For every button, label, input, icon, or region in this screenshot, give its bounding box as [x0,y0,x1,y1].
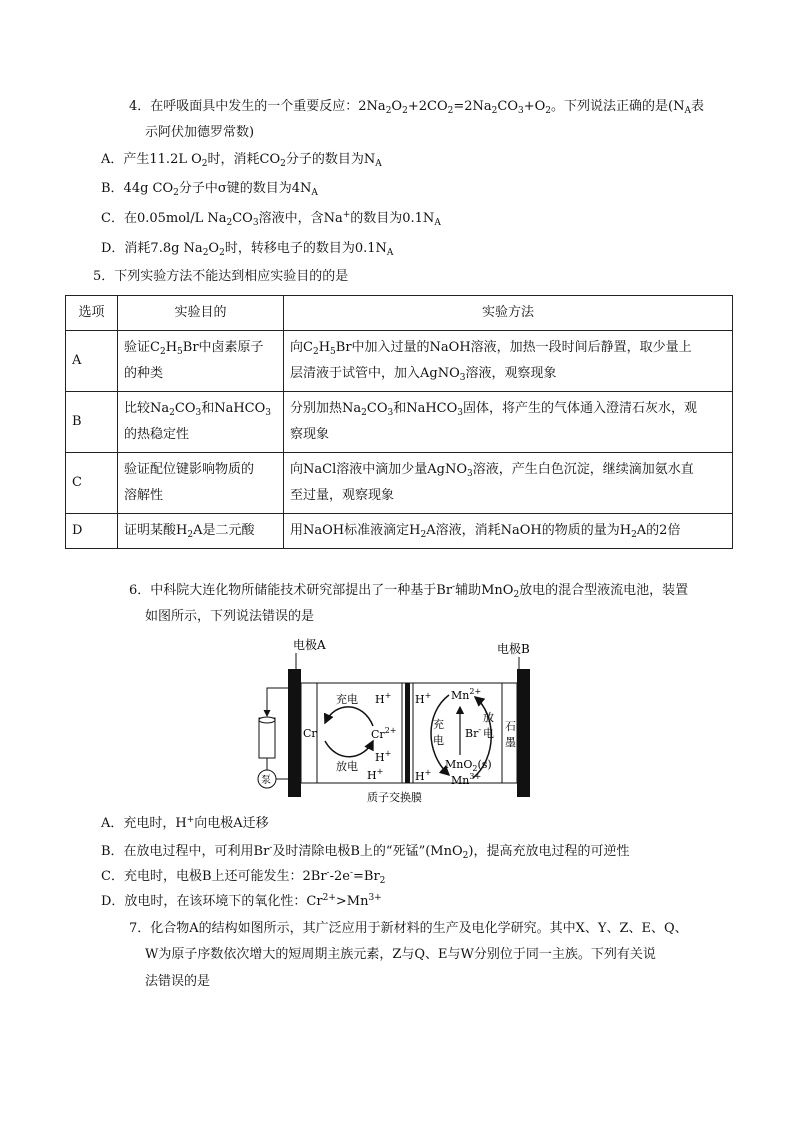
q4-stem-line2: 示阿伏加德罗常数) [145,125,255,140]
charge-label-right: 电 [433,734,444,747]
q6-option-b[interactable]: B．在放电过程中，可利用Br-及时清除电极B上的“死锰”(MnO$_2$)，提高充放电过程的可逆性 [101,843,630,861]
graphite-label: 墨 [505,736,516,749]
cr-label: Cr [303,727,317,740]
q4-stem-line1: 4．在呼吸面具中发生的一个重要反应：$2Na_2O_2+2CO_2=2Na_2CO_3+O_2$。下列说法正确的是($N_A$表 [129,99,704,116]
opt-sub: A [434,218,441,228]
opt-text: 时，转移电子的数目为0.1N [224,241,387,256]
eq-part: CO [497,99,518,114]
electrode-a [288,669,301,797]
electrode-b-label: 电极B [497,642,530,656]
table-row [66,514,733,549]
mno2-label: MnO$_2$(s) [445,758,492,773]
cr2-label: $Cr^{2+}$ [371,726,397,741]
opt-text: C．在0.05mol/L Na [101,211,227,226]
mn2-label: $Mn^{2+}$ [451,687,482,702]
table-row [66,392,733,453]
opt-sup: + [342,210,351,220]
proton-exchange-membrane [405,683,410,783]
row-option: C [66,453,118,514]
eq-part: 2Na [358,99,386,114]
row-method: 向$C_2H_5Br$中加入过量的NaOH溶液，加热一段时间后静置，取少量上 层清液于试管中，加入AgNO$_3$溶液，观察现象 [284,331,733,392]
electrode-b [517,669,530,797]
h-plus-label: H+ [375,749,392,764]
charge-label-right: 充 [433,718,444,731]
eq-part: +2CO [407,99,448,114]
h-plus-label: H+ [367,767,384,782]
opt-sub: A [375,159,382,169]
graphite-label: 石 [505,720,516,733]
opt-sub: A [386,248,394,258]
opt-text: 时，消耗CO [207,152,281,167]
table-row [66,453,733,514]
eq-part: =2Na [453,99,492,114]
pump-label: 泵 [261,775,271,786]
br-label: Br- [465,725,482,740]
row-option: A [66,331,118,392]
q7-line3: 法错误的是 [145,974,211,989]
q5-stem: 5．下列实验方法不能达到相应实验目的的是 [93,269,349,284]
row-method: 向NaCl溶液中滴加少量AgNO$_3$溶液，产生白色沉淀，继续滴加氨水直 至过量，观察现象 [284,453,733,514]
q4-option-a[interactable]: A．产生11.2L $O_2$时，消耗$CO_2$分子的数目为$N_A$ [101,152,382,169]
h-plus-label: H+ [415,691,432,706]
header-method: 实验方法 [284,296,733,331]
row-method: 分别加热$Na_2CO_3$和NaHCO$_3$固体，将产生的气体通入澄清石灰水，观 察现象 [284,392,733,453]
discharge-label-left: 放电 [336,760,358,773]
na-symbol: N [673,99,685,114]
q4-option-d[interactable]: D．消耗7.8g $Na_2O_2$时，转移电子的数目为$0.1N_A$ [101,241,394,258]
charge-arrow-left [325,707,373,726]
q4-stem-tail: 。下列说法正确的是( [551,99,674,114]
row-option: B [66,392,118,453]
opt-sub: A [311,188,318,198]
opt-text: B．44g CO [101,181,174,196]
row-goal: 验证$C_2H_5Br$中卤素原子 的种类 [118,331,284,392]
row-method: 用NaOH标准液滴定$H_2A$溶液，消耗NaOH的物质的量为$H_2A$的2倍 [284,514,733,549]
q6-option-d[interactable]: D．放电时，在该环境下的氧化性：$Cr^{2+}>Mn^{3+}$ [101,893,382,909]
q4-stem-text: 4．在呼吸面具中发生的一个重要反应： [129,99,359,114]
opt-text: 的数目为0.1N [350,211,435,226]
opt-text: 分子的数目为N [285,152,376,167]
row-option: D [66,514,118,549]
q4-option-c[interactable]: C．在0.05mol/L $Na_2CO_3$溶液中，含Na+的数目为$0.1N_A$ [101,210,441,228]
experiment-table [65,295,733,549]
reservoir [259,718,275,758]
membrane-label: 质子交换膜 [367,791,422,804]
flow-battery-diagram [255,633,545,808]
q4-option-b[interactable]: B．44g $CO_2$分子中σ键的数目为$4N_A$ [101,181,318,198]
q6-option-c[interactable]: C．充电时，电极B上还可能发生：$2Br^--2e^-=Br_2$ [101,868,386,886]
table-header-row [66,296,733,331]
row-goal: 证明某酸$H_2A$是二元酸 [118,514,284,549]
opt-text: A．产生11.2L O [101,152,202,167]
header-goal: 实验目的 [118,296,284,331]
q6-option-a[interactable]: A．充电时，H+向电极A迁移 [101,815,269,831]
q4-stem-end: 表 [690,99,704,114]
discharge-label-right: 电 [483,727,494,740]
h-plus-label: H+ [415,768,432,783]
q7-line2: W为原子序数依次增大的短周期主族元素，Z与Q、E与W分别位于同一主族。下列有关说 [145,947,656,962]
mn3-label: $Mn^{3+}$ [451,772,482,787]
row-goal: 验证配位键影响物质的 溶解性 [118,453,284,514]
charge-label-left: 充电 [336,693,358,706]
q6-stem-line1: 6．中科院大连化物所储能技术研究部提出了一种基于Br-辅助MnO$_2$放电的混合型液流电池，装置 [129,582,689,600]
header-option: 选项 [66,296,118,331]
discharge-label-right: 放 [483,711,494,724]
electrode-a-label: 电极A [293,638,326,652]
row-goal: 比较$Na_2CO_3$和NaHCO$_3$ 的热稳定性 [118,392,284,453]
h-plus-label: H+ [375,691,392,706]
table-row [66,331,733,392]
eq-part: +O [523,99,546,114]
opt-text: O [208,241,220,256]
q6-stem-line2: 如图所示，下列说法错误的是 [145,609,315,624]
q7-line1: 7．化合物A的结构如图所示，其广泛应用于新材料的生产及电化学研究。其中X、Y、Z、E、Q、 [129,921,688,936]
opt-text: 分子中σ键的数目为4N [178,181,312,196]
opt-text: 溶液中，含Na [258,211,343,226]
opt-text: D．消耗7.8g Na [101,241,203,256]
na-sub: A [684,106,691,116]
opt-text: CO [232,211,253,226]
discharge-arrow-left [325,741,373,757]
pump-pipe [267,688,288,716]
